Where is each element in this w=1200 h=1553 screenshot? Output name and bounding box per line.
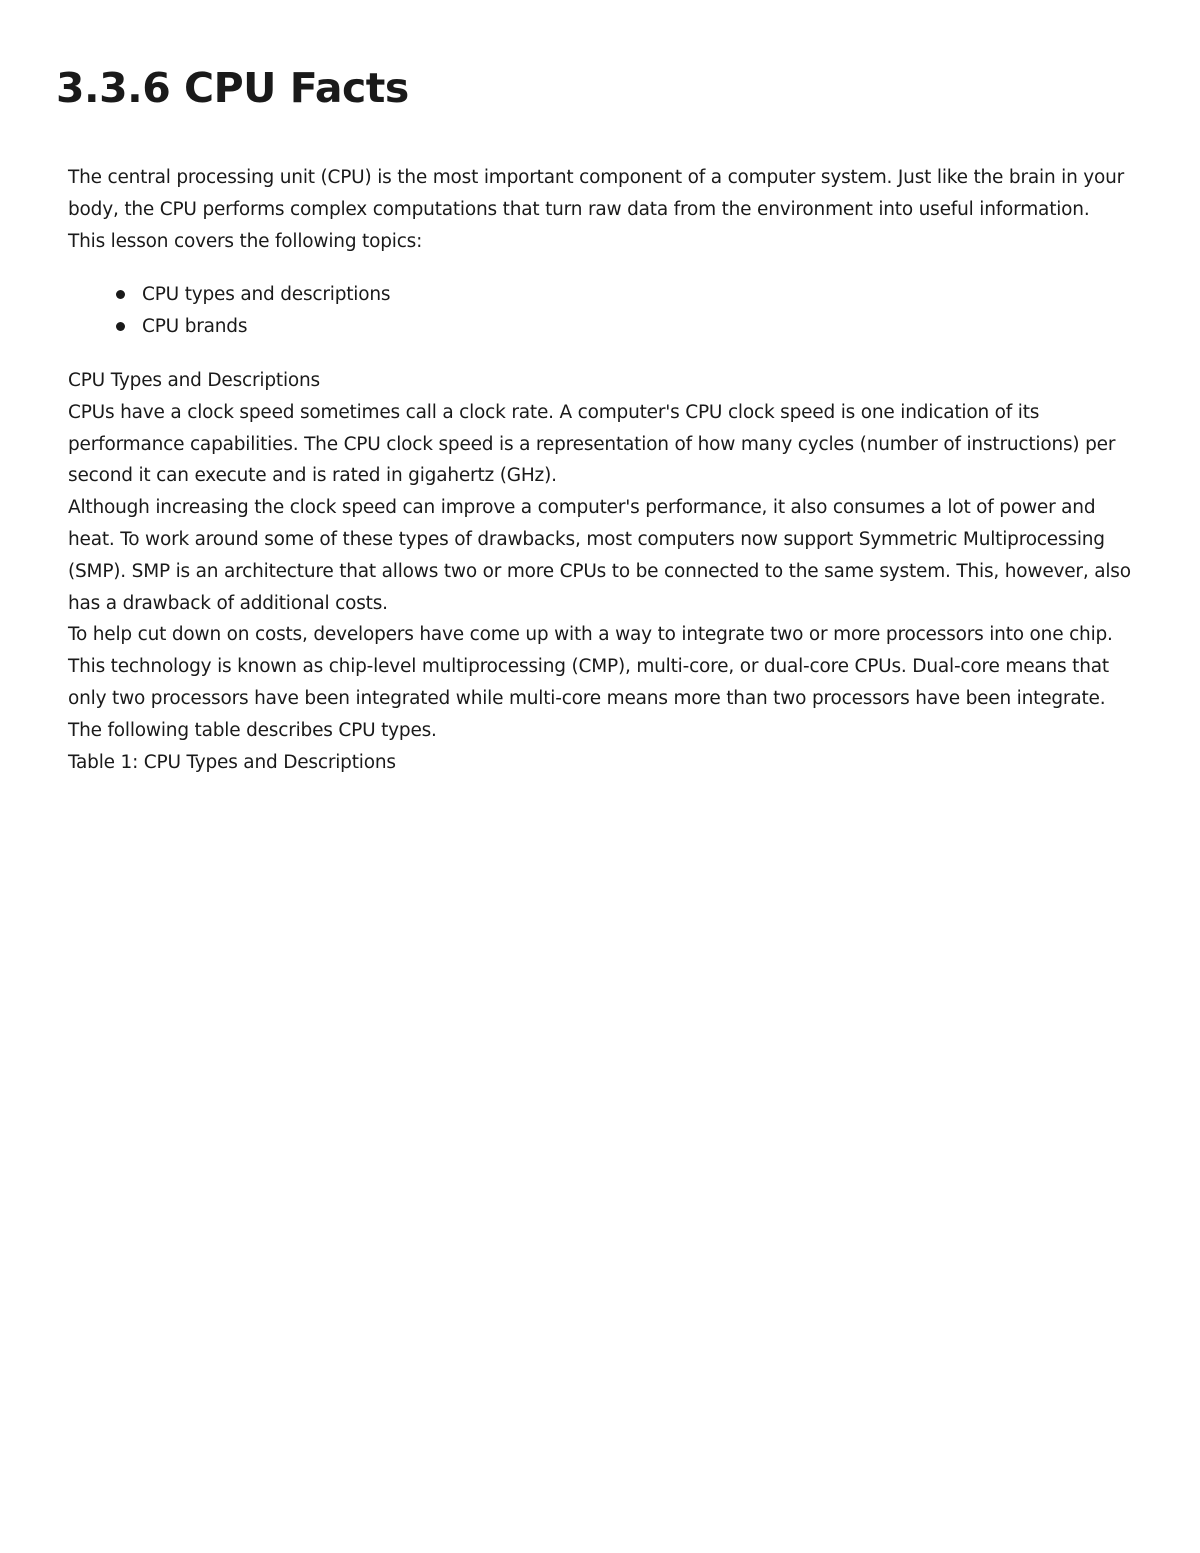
topics-list — [68, 279, 1143, 343]
bullet-icon — [116, 322, 125, 331]
page-title: 3.3.6 CPU Facts — [56, 64, 409, 112]
document-body — [68, 162, 1143, 778]
intro-paragraph: The central processing unit (CPU) is the most important component of a computer system. Just like the brain in your body, the CPU performs complex computations that turn raw data from the environment into useful information. — [68, 167, 1125, 220]
list-item — [116, 279, 1143, 311]
section-heading: CPU Types and Descriptions — [68, 369, 320, 391]
table-caption: Table 1: CPU Types and Descriptions — [68, 751, 396, 773]
list-item-label: CPU types and descriptions — [142, 284, 391, 306]
topics-lead: This lesson covers the following topics: — [68, 230, 423, 252]
list-item — [116, 311, 1143, 343]
clock-speed-paragraph: CPUs have a clock speed sometimes call a clock rate. A computer's CPU clock speed is one indication of its performance capabilities. The CPU clock speed is a representation of how many cycles (number of instructions) per second it can execute and is rated in gigahertz (GHz). — [68, 401, 1116, 487]
cmp-paragraph: To help cut down on costs, developers have come up with a way to integrate two or more processors into one chip. This technology is known as chip-level multiprocessing (CMP), multi-core, or dual-core CPUs. Dual-core means that only two processors have been integrated while multi-core means more than two processors have been integrate. — [68, 624, 1113, 709]
smp-paragraph: Although increasing the clock speed can improve a computer's performance, it also consumes a lot of power and heat. To work around some of these types of drawbacks, most computers now support Symmetric Multiprocessing (SMP). SMP is an architecture that allows two or more CPUs to be connected to the same system. This, however, also has a drawback of additional costs. — [68, 497, 1131, 614]
bullet-icon — [116, 290, 125, 299]
table-intro: The following table describes CPU types. — [68, 719, 437, 741]
list-item-label: CPU brands — [142, 316, 248, 338]
